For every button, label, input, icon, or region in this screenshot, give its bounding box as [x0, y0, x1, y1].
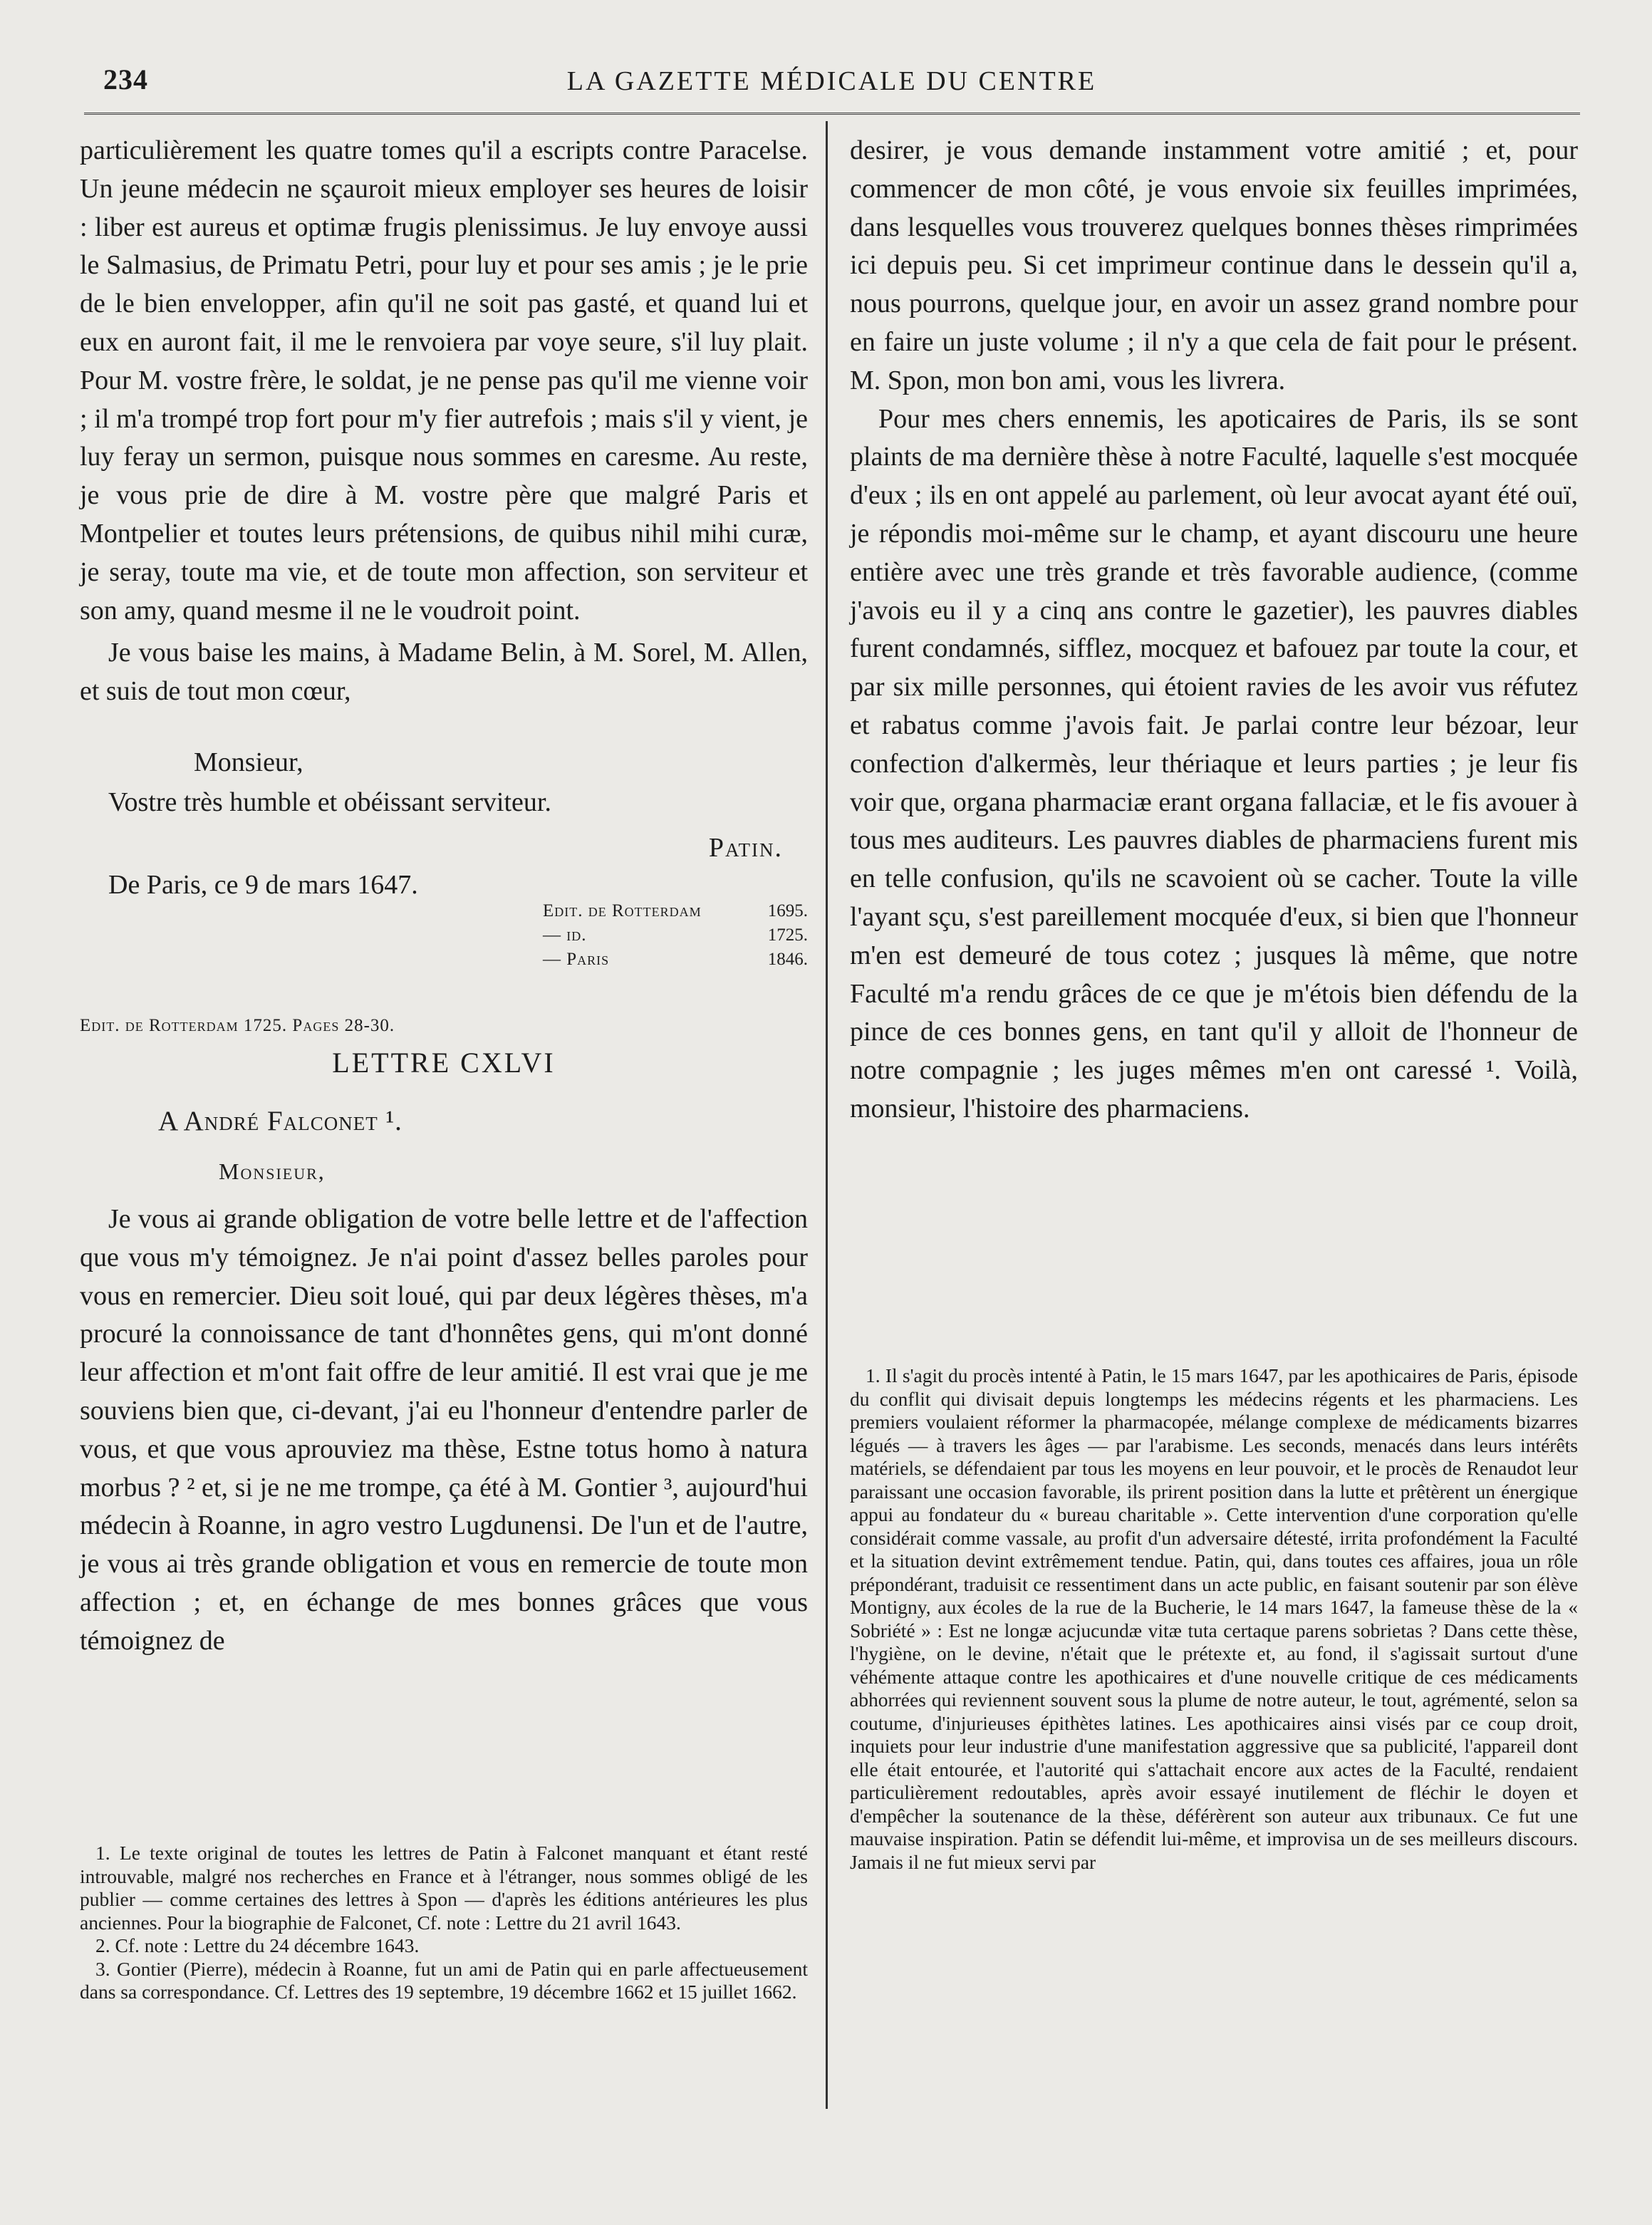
- right-footnotes: [850, 1364, 1578, 1874]
- footnote: 1. Il s'agit du procès intenté à Patin, le 15 mars 1647, par les apothicaires de Paris, épisode du conflit qui divisait depuis longtemps les médecins régents et les pharmaciens. Les premiers voulaient réformer la pharmacopée, mélange complexe de médicaments bizarres légués — à travers les âges — par l'arabisme. Les seconds, menacés dans leurs intérêts matériels, se défendaient par tous les moyens en leur pouvoir, et le procès de Renaudot leur paraissant une occasion favorable, ils prirent position dans la lutte et prêtèrent un énergique appui au fondateur du « bureau charitable ». Cette intervention d'une corporation qu'elle considérait comme vassale, au profit d'un adversaire détesté, irrita profondément la Faculté et la situation devint extrêmement tendue. Patin, qui, dans toutes ces affaires, joua un rôle prépondérant, traduisit ce ressentiment dans un acte public, en faisant soutenir par son élève Montigny, aux écoles de la rue de la Bucherie, le 14 mars 1647, la fameuse thèse de la « Sobriété » : Est ne longæ acjucundæ vitæ tuta certaque parens sobrietas ? Dans cette thèse, l'hygiène, on le devine, n'était que le prétexte et, au fond, il s'agissait surtout d'une véhémente attaque contre les apothicaires et d'une nouvelle critique de ces médicaments abhorrées qui reviennent souvent sous la plume de notre auteur, le tout, agrémenté, selon sa coutume, d'injurieuses épithètes latines. Les apothicaires ainsi visés par ce coup droit, inquiets pour leur industrie d'une manifestation aggressive que sa publicité, l'appareil dont elle était entourée, et l'autorité qui s'attachait encore aux actes de la Faculté, rendaient particulièrement redoutables, après avoir essayé inutilement de fléchir le doyen et d'empêcher la soutenance de la thèse, déférèrent son auteur aux tribunaux. Ce fut une mauvaise inspiration. Patin se défendit lui-même, et improvisa un de ses meilleurs discours. Jamais il ne fut mieux servi par: [850, 1364, 1578, 1873]
- edition-row: — id. 1725.: [543, 925, 808, 945]
- right-paragraph-2: Pour mes chers ennemis, les apoticaires de Paris, ils se sont plaints de ma dernière thèse à notre Faculté, laquelle s'est mocquée d'eux ; ils en ont appelé au parlement, où leur avocat ayant été ouï, je répondis moi-même sur le champ, et ayant discouru une heure entière avec une très grande et très favorable audience, (comme j'avois eu il y a cinq ans contre le gazetier), les pauvres diables furent condamnés, sifflez, mocquez et bafouez par toute la cour, et par six mille personnes, qui étoient ravies de les avoir vus réfutez et rabatus comme j'avois fait. Je parlai contre leur bézoar, leur confection d'alkermès, leur thériaque et leurs parties ; je leur fis voir que, organa pharmaciæ erant organa fallaciæ, et le fis avouer à tous mes auditeurs. Les pauvres diables de pharmaciens furent mis en telle confusion, qu'ils ne scavoient où se cacher. Toute la ville l'ayant sçu, s'est pareillement mocquée d'eux, si bien que l'honneur m'en est demeuré de tous cotez ; jusques là même, que notre Faculté m'a rendu grâces de ce que je m'étois bien défendu de la pince de ces bonnes gens, en tant qu'il y alloit de l'honneur de notre compagnie ; les juges mêmes m'en ont caressé ¹. Voilà, monsieur, l'histoire des pharmaciens.: [850, 403, 1578, 1124]
- footnote: 2. Cf. note : Lettre du 24 décembre 1643.: [95, 1934, 420, 1956]
- edition-row: — Paris 1846.: [543, 949, 808, 969]
- addressee: A André Falconet ¹.: [158, 1105, 402, 1136]
- left-paragraph-1: particulièrement les quatre tomes qu'il a escripts contre Paracelse. Un jeune médecin ne sçauroit mieux employer ses heures de loisir : liber est aureus et optimæ frugis plenissimus. Je luy envoye aussi le Salmasius, de Primatu Petri, pour luy et pour ses amis ; je le prie de le bien envelopper, afin qu'il ne soit pas gasté, et quand lui et eux en auront fait, il me le renvoiera par voye seure, s'il luy plait. Pour M. vostre frère, le soldat, je ne pense pas qu'il me vienne voir ; il m'a trompé trop fort pour m'y fier autrefois ; mais s'il y vient, je luy feray un sermon, puisque nous sommes en caresme. Au reste, je vous prie de dire à M. vostre père que malgré Paris et Montpelier et toutes leurs prétensions, de quibus nihil mihi curæ, je seray, toute ma vie, et de toute mon affection, son serviteur et son amy, quand mesme il ne le voudroit point.: [80, 135, 808, 626]
- left-paragraph-2: Je vous baise les mains, à Madame Belin, à M. Sorel, M. Allen, et suis de tout mon cœur,: [80, 638, 808, 707]
- page-number: 234: [103, 63, 148, 95]
- journal-title: LA GAZETTE MÉDICALE DU CENTRE: [566, 66, 1097, 96]
- salutation: Monsieur,: [194, 747, 303, 777]
- left-footnotes: [80, 1842, 808, 2004]
- signature: Patin.: [708, 832, 783, 863]
- right-column: [850, 132, 1578, 1129]
- left-column: [80, 132, 808, 1661]
- left-paragraph-3: Je vous ai grande obligation de votre belle lettre et de l'affection que vous m'y témoignez. Je n'ai point d'assez belles paroles pour vous en remercier. Dieu soit loué, qui par deux légères thèses, m'a procuré la connoissance de tant d'honnêtes gens, qui m'ont donné leur affection et m'ont fait offre de leur amitié. Il est vrai que je me souviens bien que, ci-devant, j'ai eu l'honneur d'entendre parler de vous, et que vous aprouviez ma thèse, Estne totus homo à natura morbus ? ² et, si je ne me trompe, ça été à M. Gontier ³, aujourd'hui médecin à Roanne, in agro vestro Lugdunensi. De l'un et de l'autre, je vous ai très grande obligation et vous en remercie de toute mon affection ; et, en échange de mes bonnes grâces que vous témoignez de: [80, 1203, 808, 1656]
- edition-reference: Edit. de Rotterdam 1725. Pages 28-30.: [80, 1015, 395, 1035]
- editions-list: [543, 899, 808, 972]
- edition-row: Edit. de Rotterdam 1695.: [543, 901, 808, 920]
- footnote: 1. Le texte original de toutes les lettres de Patin à Falconet manquant et étant resté introuvable, malgré nos recherches en France et à l'étranger, nous sommes obligé de les publier — comme certaines des lettres à Spon — d'après les éditions antérieures les plus anciennes. Pour la biographie de Falconet, Cf. note : Lettre du 21 avril 1643.: [80, 1842, 808, 1934]
- header-rule: [84, 113, 1580, 115]
- salutation-2: Monsieur,: [219, 1158, 326, 1184]
- page-header: [82, 63, 1581, 105]
- footnote: 3. Gontier (Pierre), médecin à Roanne, fut un ami de Patin qui en parle affectueusement dans sa correspondance. Cf. Lettres des 19 septembre, 19 décembre 1662 et 15 juillet 1662.: [80, 1957, 808, 2003]
- right-paragraph-1: desirer, je vous demande instamment votre amitié ; et, pour commencer de mon côté, je vous envoie six feuilles imprimées, dans lesquelles vous trouverez quelques bonnes thèses rimprimées ici depuis peu. Si cet imprimeur continue dans le dessein qu'il a, nous pourrons, quelque jour, en avoir un assez grand nombre pour en faire un juste volume ; il n'y a que cela de fait pour le présent. M. Spon, mon bon ami, vous les livrera.: [850, 135, 1578, 395]
- letter-date: De Paris, ce 9 de mars 1647.: [108, 869, 418, 900]
- closing: Vostre très humble et obéissant serviteur.: [108, 787, 551, 817]
- letter-title: LETTRE CXLVI: [332, 1046, 556, 1079]
- column-divider: [826, 121, 828, 2109]
